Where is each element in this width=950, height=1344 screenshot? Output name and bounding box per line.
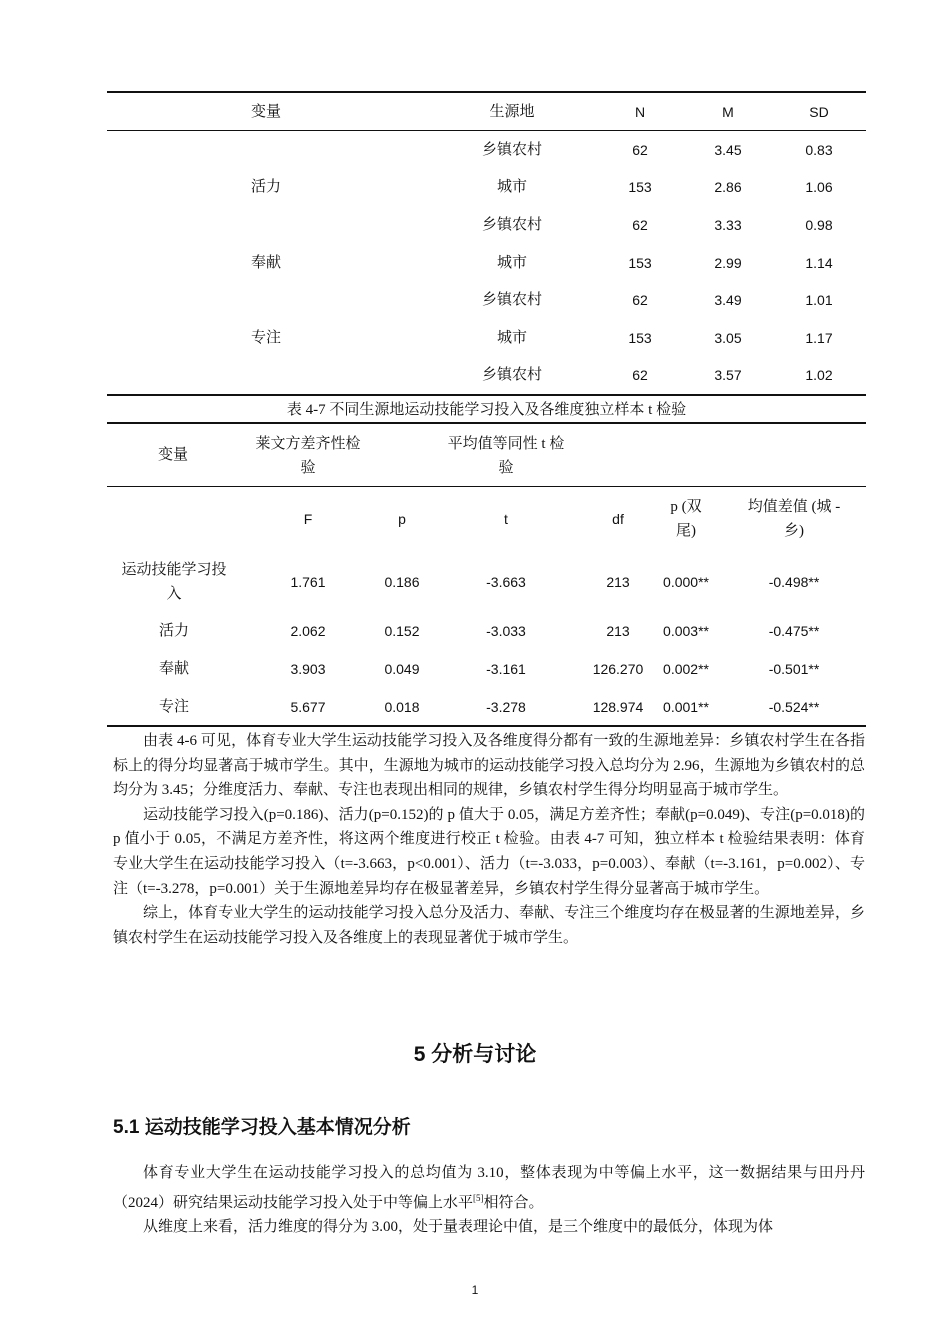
table2-header-levene-line2: 验 (300, 460, 316, 476)
table1-cell-origin: 城市 (496, 330, 527, 346)
table2-cell-p2: 0.000** (663, 574, 709, 590)
table-bottom-rule (107, 725, 866, 727)
table-group-rule (107, 486, 866, 487)
table2-header-t: t (504, 511, 508, 527)
table2-cell-t: -3.278 (486, 699, 526, 715)
table1-cell-origin: 乡镇农村 (481, 292, 542, 308)
table2-cell-f: 1.761 (290, 574, 326, 590)
table1-header-origin: 生源地 (489, 104, 535, 120)
table2-header-p2-line1: p (双 (670, 499, 702, 515)
table2-cell-var-line1: 活力 (158, 623, 189, 639)
table-top-rule (107, 422, 866, 424)
table1-cell-n: 62 (632, 217, 648, 233)
table2-header-var: 变量 (157, 447, 188, 463)
table1-cell-m: 3.57 (714, 367, 742, 383)
table1-cell-n: 153 (628, 255, 652, 271)
table2-cell-df: 213 (606, 623, 630, 639)
table1-cell-m: 3.45 (714, 142, 742, 158)
table-top-rule (107, 91, 866, 93)
table1-cell-sd: 0.83 (805, 142, 833, 158)
table2-cell-p2: 0.001** (663, 699, 709, 715)
table1-cell-n: 153 (628, 330, 652, 346)
table-caption: 表 4-7 不同生源地运动技能学习投入及各维度独立样本 t 检验 (286, 402, 687, 418)
table2-cell-var-line2: 入 (166, 586, 182, 602)
table2-cell-p2: 0.003** (663, 623, 709, 639)
body-text-block-2 (113, 1161, 865, 1240)
paragraph: 运动技能学习投入(p=0.186)、活力(p=0.152)的 p 值大于 0.05，满足方差齐性；奉献(p=0.049)、专注(p=0.018)的 p 值小于 0.05，不满足方差齐性，将这两个维度进行校正 t 检验。由表 4-7 可知，独立样本 t 检验结果表明：体育专业大学生在运动技能学习投入（t=-3.663，p<0.001）、活力（t=-3.033，p=0.003）、奉献（t=-3.161，p=0.002）、专注（t=-3.278，p=0.001）关于生源地差异均存在极显著差异，乡镇农村学生得分显著高于城市学生。 (113, 806, 865, 897)
table1-cell-sd: 0.98 (805, 217, 833, 233)
table2-header-f: F (303, 511, 313, 527)
table1-cell-var: 奉献 (250, 255, 281, 271)
table1-cell-n: 153 (628, 179, 652, 195)
table2-header-p: p (398, 511, 406, 527)
table2-cell-diff: -0.524** (768, 699, 820, 715)
table2-cell-t: -3.033 (486, 623, 526, 639)
table1-cell-var: 专注 (250, 330, 281, 346)
table1-cell-m: 3.05 (714, 330, 742, 346)
table1-header-var: 变量 (250, 104, 281, 120)
table2-cell-diff: -0.501** (768, 661, 820, 677)
table2-cell-diff: -0.475** (768, 623, 820, 639)
table1-cell-origin: 城市 (496, 179, 527, 195)
table1-cell-n: 62 (632, 367, 648, 383)
table2-cell-df: 213 (606, 574, 630, 590)
table2-cell-df: 126.270 (592, 661, 644, 677)
table1-cell-n: 62 (632, 292, 648, 308)
table1-header-n: N (634, 104, 646, 120)
body-text-block (113, 729, 865, 950)
paragraph-text: 相符合。 (483, 1194, 544, 1211)
table2-cell-p: 0.018 (384, 699, 420, 715)
table2-header-df: df (612, 511, 624, 527)
page-number: 1 (471, 1283, 479, 1297)
table2-cell-p: 0.152 (384, 623, 420, 639)
table1-cell-m: 3.33 (714, 217, 742, 233)
subsection-heading: 5.1 运动技能学习投入基本情况分析 (113, 1117, 411, 1138)
table2-header-diff-line1: 均值差值 (城 - (747, 499, 841, 515)
table2-cell-f: 5.677 (290, 699, 326, 715)
table1-cell-sd: 1.06 (805, 179, 833, 195)
section-heading: 5 分析与讨论 (413, 1043, 537, 1066)
table1-cell-m: 2.99 (714, 255, 742, 271)
table2-header-ttest-line1: 平均值等同性 t 检 (447, 436, 565, 452)
table2-cell-df: 128.974 (592, 699, 644, 715)
table1-cell-origin: 乡镇农村 (481, 217, 542, 233)
paragraph-text: 体育专业大学生在运动技能学习投入的总均值为 3.10，整体表现为中等偏上水平，这一数据结果与田丹丹（2024）研究结果运动技能学习投入处于中等偏上水平 (113, 1165, 865, 1211)
table1-cell-sd: 1.14 (805, 255, 833, 271)
table1-cell-origin: 乡镇农村 (481, 367, 542, 383)
table1-header-m: M (722, 104, 734, 120)
table2-cell-f: 3.903 (290, 661, 326, 677)
table2-header-ttest-line2: 验 (498, 460, 514, 476)
table-header-rule (107, 130, 866, 131)
table2-cell-t: -3.161 (486, 661, 526, 677)
table2-cell-t: -3.663 (486, 574, 526, 590)
table2-cell-diff: -0.498** (768, 574, 820, 590)
citation-reference: [5] (473, 1192, 484, 1203)
paragraph (113, 1161, 865, 1215)
table2-cell-var-line1: 运动技能学习投 (121, 562, 227, 578)
table2-cell-p: 0.186 (384, 574, 420, 590)
table1-cell-m: 3.49 (714, 292, 742, 308)
paragraph: 从维度上来看，活力维度的得分为 3.00，处于量表理论中值，是三个维度中的最低分，体现为体 (143, 1219, 774, 1236)
table1-cell-m: 2.86 (714, 179, 742, 195)
table2-cell-var-line1: 奉献 (158, 661, 189, 677)
table1-cell-n: 62 (632, 142, 648, 158)
table-bottom-rule (107, 394, 866, 396)
paragraph: 由表 4-6 可见，体育专业大学生运动技能学习投入及各维度得分都有一致的生源地差异：乡镇农村学生在各指标上的得分均显著高于城市学生。其中，生源地为城市的运动技能学习投入总均分为 2.96，生源地为乡镇农村的总均分为 3.45；分维度活力、奉献、专注也表现出相同的规律，乡镇农村学生得分均明显高于城市学生。 (113, 733, 865, 799)
table2-cell-var-line1: 专注 (158, 699, 189, 715)
table2-header-diff-line2: 乡) (784, 523, 804, 539)
table1-cell-sd: 1.02 (805, 367, 833, 383)
table1-cell-sd: 1.01 (805, 292, 833, 308)
table2-header-p2-line2: 尾) (676, 523, 696, 539)
table1-header-sd: SD (809, 104, 829, 120)
table1-cell-var: 活力 (250, 179, 281, 195)
table2-cell-f: 2.062 (290, 623, 326, 639)
table1-cell-sd: 1.17 (805, 330, 833, 346)
table2-cell-p: 0.049 (384, 661, 420, 677)
table2-header-levene-line1: 莱文方差齐性检 (255, 436, 361, 452)
paragraph: 综上，体育专业大学生的运动技能学习投入总分及活力、奉献、专注三个维度均存在极显著的生源地差异，乡镇农村学生在运动技能学习投入及各维度上的表现显著优于城市学生。 (113, 905, 865, 946)
table2-cell-p2: 0.002** (663, 661, 709, 677)
table1-cell-origin: 乡镇农村 (481, 142, 542, 158)
table1-cell-origin: 城市 (496, 255, 527, 271)
